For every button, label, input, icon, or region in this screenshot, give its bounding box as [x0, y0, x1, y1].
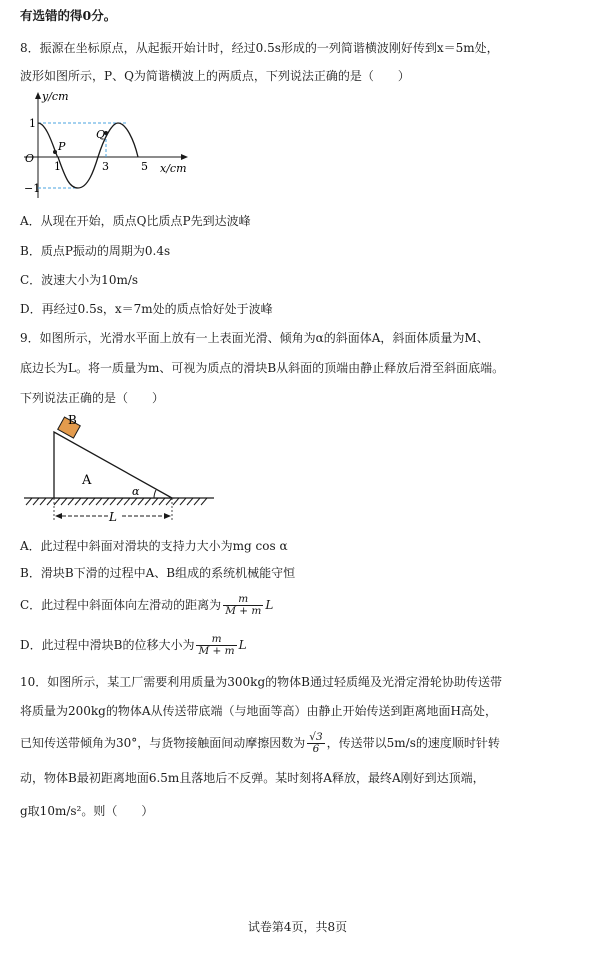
point-p-label: P — [58, 140, 66, 153]
q9-incline-figure — [18, 412, 218, 530]
fraction-tail: L — [238, 638, 247, 652]
origin-label: O — [25, 152, 35, 165]
q10-friction-fraction — [307, 732, 324, 755]
block-b-label: B — [68, 413, 77, 427]
y-tick-bottom: −1 — [24, 182, 41, 195]
fraction-denominator: 6 — [312, 743, 320, 755]
fraction-numerator: m — [223, 594, 263, 606]
q9-option-b: B．滑块B下滑的过程中A、B组成的系统机械能守恒 — [20, 566, 296, 580]
q8-wave-graph — [18, 90, 193, 202]
q9-option-d-fraction — [196, 634, 236, 657]
ground-hatch — [26, 498, 207, 505]
q10-stem-line1: 10．如图所示，某工厂需要利用质量为300kg的物体B通过轻质绳及光滑定滑轮协助传送带 — [20, 675, 502, 689]
point-q-label: Q — [96, 128, 106, 141]
page-footer: 试卷第4页，共8页 — [247, 920, 348, 934]
fraction-denominator: M + m — [198, 645, 235, 657]
angle-label: α — [132, 485, 140, 498]
q9-option-c-fraction — [223, 594, 263, 617]
point-p — [53, 150, 57, 154]
q8-option-a: A．从现在开始，质点Q比质点P先到达波峰 — [20, 214, 251, 228]
x-axis-arrow-icon — [181, 154, 188, 160]
length-label: L — [109, 510, 117, 524]
q8-option-d: D．再经过0.5s，x＝7m处的质点恰好处于波峰 — [20, 302, 273, 316]
wave-curve — [38, 123, 138, 188]
x-tick-5: 5 — [141, 160, 148, 173]
fraction-denominator: M + m — [225, 605, 262, 617]
q9-stem-line1: 9．如图所示，光滑水平面上放有一上表面光滑、倾角为α的斜面体A，斜面体质量为M、 — [20, 331, 489, 345]
q9-option-d-text: D．此过程中滑块B的位移大小为 — [20, 638, 195, 652]
y-axis-label: y/cm — [42, 90, 69, 103]
section-note: 有选错的得0分。 — [20, 8, 117, 23]
fraction-numerator: m — [196, 634, 236, 646]
q9-option-d — [20, 634, 247, 657]
q9-option-c — [20, 594, 273, 617]
q9-stem-line2: 底边长为L。将一质量为m、可视为质点的滑块B从斜面的顶端由静止释放后滑至斜面底端。 — [20, 361, 505, 375]
q8-stem-line1: 8．振源在坐标原点，从起振开始计时，经过0.5s形成的一列简谐横波刚好传到x＝5m处， — [20, 41, 499, 55]
q8-stem-line2: 波形如图所示，P、Q为简谐横波上的两质点，下列说法正确的是（ ） — [20, 69, 410, 83]
x-axis-label: x/cm — [160, 162, 187, 175]
q9-option-c-text: C．此过程中斜面体向左滑动的距离为 — [20, 598, 222, 612]
q10-stem-line3-b: ，传送带以5m/s的速度顺时针转 — [326, 736, 500, 750]
q10-stem-line3-a: 已知传送带倾角为30°，与货物接触面间动摩擦因数为 — [20, 736, 306, 750]
y-axis-arrow-icon — [35, 92, 41, 99]
x-tick-3: 3 — [102, 160, 109, 173]
fraction-numerator: √3 — [309, 731, 323, 743]
wedge-a — [54, 432, 172, 498]
dim-arrow-right-icon — [164, 513, 171, 519]
x-tick-1: 1 — [54, 160, 61, 173]
q8-option-b: B．质点P振动的周期为0.4s — [20, 244, 171, 258]
q10-stem-line2: 将质量为200kg的物体A从传送带底端（与地面等高）由静止开始传送到距离地面H高处， — [20, 704, 497, 718]
q10-stem-line5: g取10m/s²。则（ ） — [20, 804, 154, 818]
q10-stem-line3 — [20, 732, 500, 755]
q9-stem-line3: 下列说法正确的是（ ） — [20, 391, 165, 405]
wedge-a-label: A — [82, 473, 92, 488]
y-tick-top: 1 — [29, 117, 36, 130]
q8-option-c: C．波速大小为10m/s — [20, 273, 139, 287]
dim-arrow-left-icon — [55, 513, 62, 519]
q9-option-a: A．此过程中斜面对滑块的支持力大小为mg cos α — [20, 539, 288, 553]
fraction-tail: L — [265, 598, 274, 612]
q10-stem-line4: 动，物体B最初距离地面6.5m且落地后不反弹。某时刻将A释放，最终A刚好到达顶端， — [20, 771, 485, 785]
